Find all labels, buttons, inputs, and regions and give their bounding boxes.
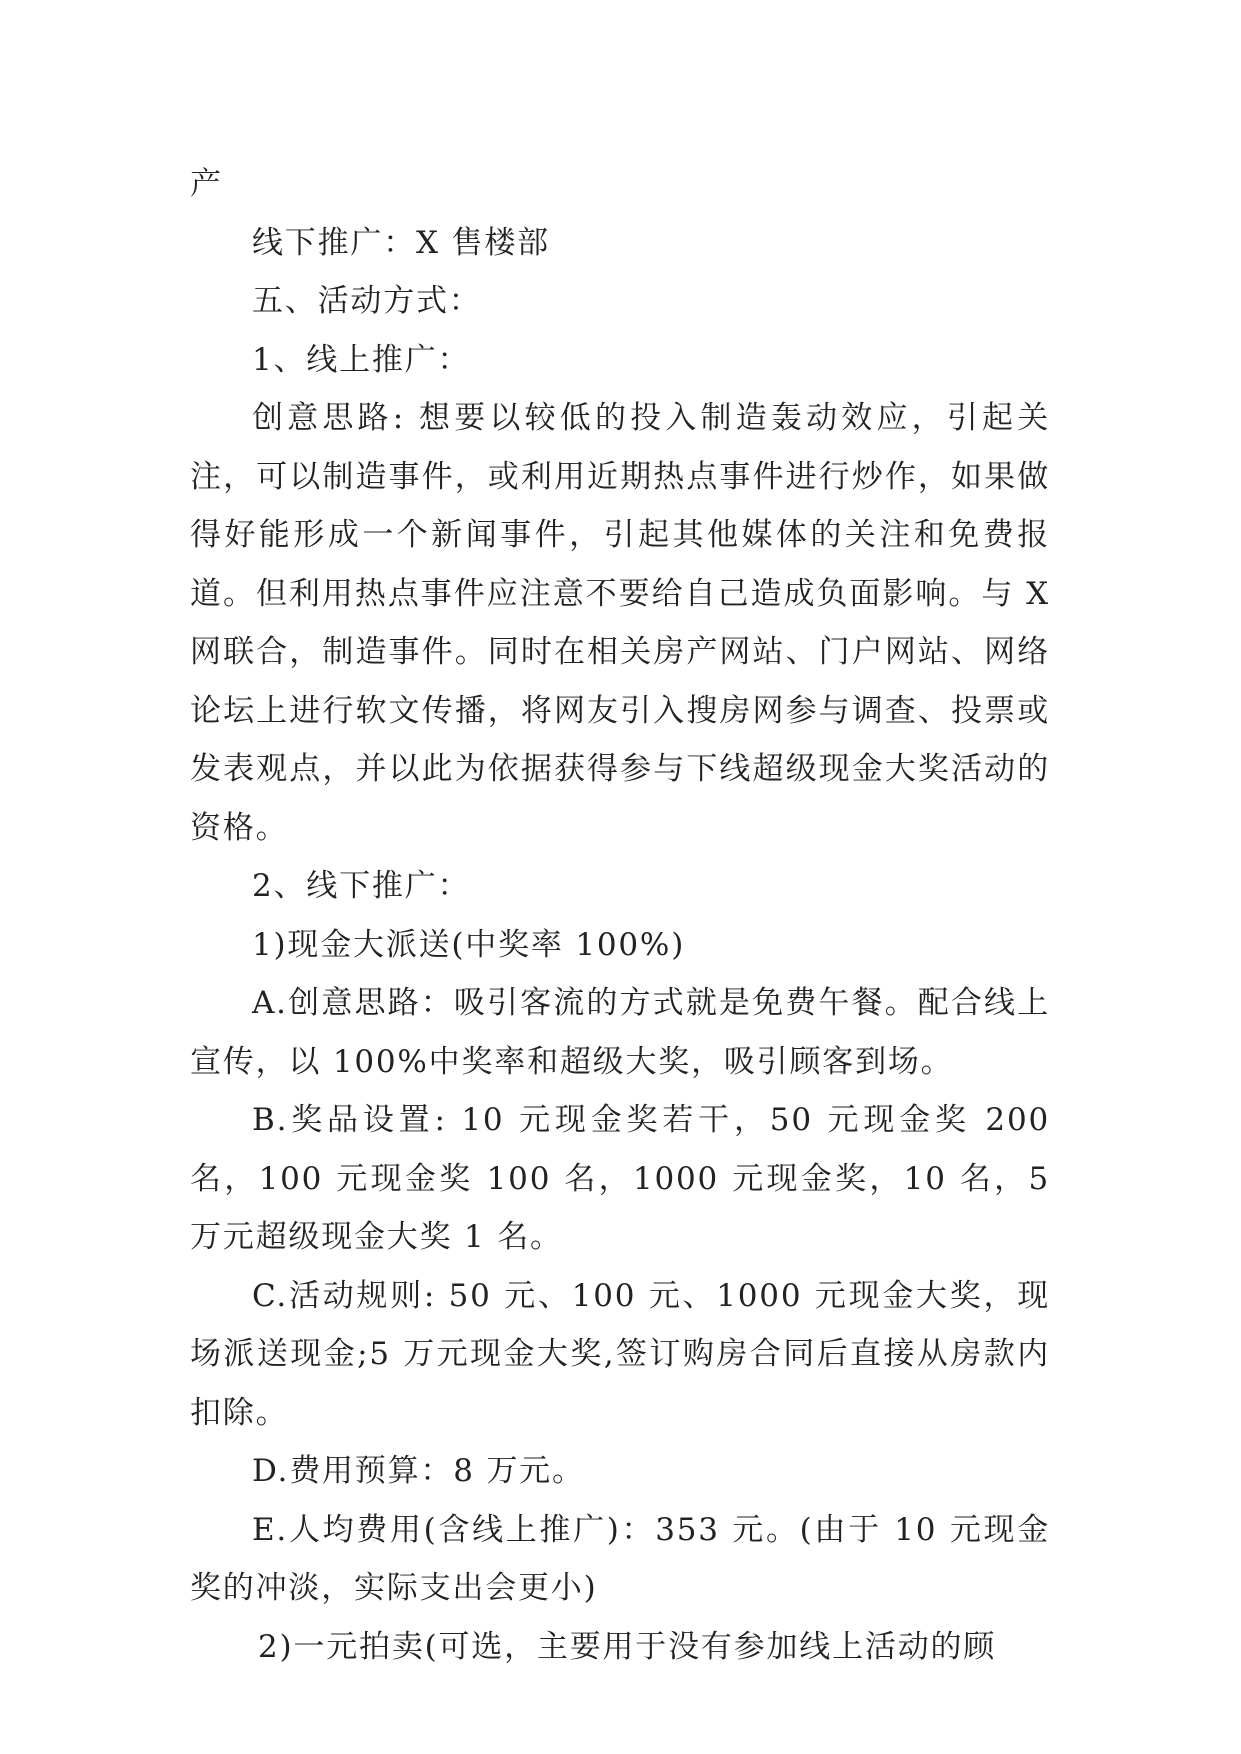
- item-b-prizes: B.奖品设置: 10 元现金奖若干，50 元现金奖 200 名，100 元现金奖 100 名，1000 元现金奖，10 名，5 万元超级现金大奖 1 名。: [190, 1102, 1050, 1255]
- paragraph-offline-location: 线下推广：X 售楼部: [252, 224, 550, 261]
- item-cash-giveaway: 1)现金大派送(中奖率 100%): [252, 926, 686, 963]
- item-e-per-capita-cost: E.人均费用(含线上推广)：353 元。(由于 10 元现金奖的冲淡，实际支出会更小): [190, 1511, 1050, 1606]
- subheading-offline-promotion: 2、线下推广：: [252, 868, 471, 904]
- paragraph-online-idea: 创意思路: 想要以较低的投入制造轰动效应，引起关注，可以制造事件，或利用近期热点事件进行炒作，如果做得好能形成一个新闻事件，引起其他媒体的关注和免费报道。但利用热点事件应注意不要给自己造成负面影响。与 X 网联合，制造事件。同时在相关房产网站、门户网站、网络论坛上进行软文传播，将网友引入搜房网参与调查、投票或发表观点，并以此为依据获得参与下线超级现金大奖活动的资格。: [190, 400, 1050, 846]
- paragraph-continuation: 产: [190, 166, 223, 202]
- item-one-yuan-auction: 2)一元拍卖(可选，主要用于没有参加线上活动的顾: [258, 1628, 997, 1665]
- item-c-rules: C.活动规则: 50 元、100 元、1000 元现金大奖，现场派送现金;5 万元现金大奖,签订购房合同后直接从房款内扣除。: [190, 1277, 1050, 1431]
- body-text: [190, 155, 1050, 1676]
- section-heading-activity-method: 五、活动方式：: [252, 283, 482, 319]
- subheading-online-promotion: 1、线上推广：: [252, 341, 471, 378]
- item-d-budget: D.费用预算：8 万元。: [252, 1453, 585, 1489]
- item-a-idea: A.创意思路：吸引客流的方式就是免费午餐。配合线上宣传，以 100%中奖率和超级大奖，吸引顾客到场。: [190, 985, 1050, 1080]
